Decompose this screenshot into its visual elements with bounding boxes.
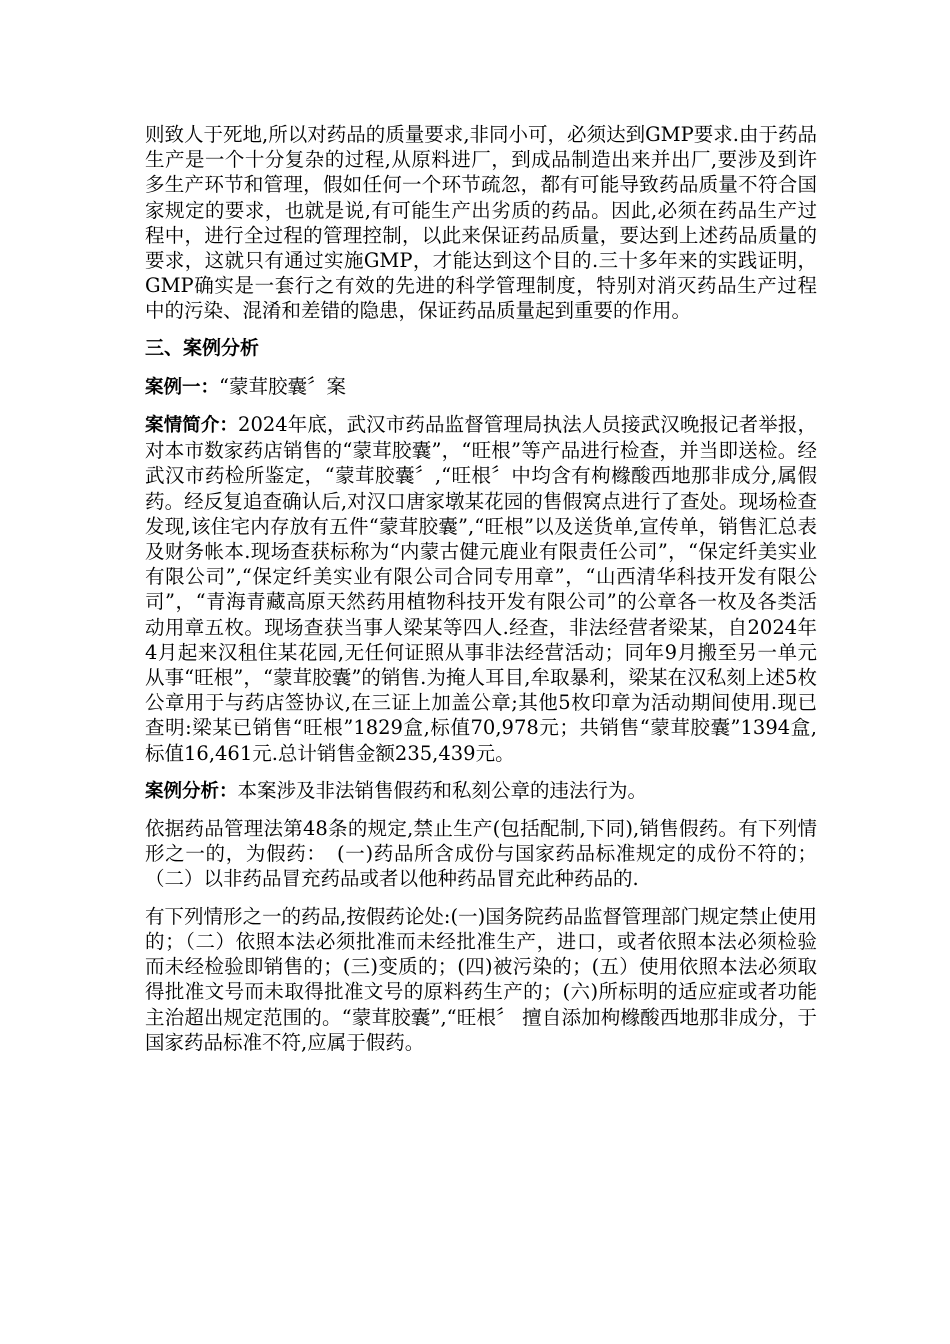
case-analysis-label: 案例分析：: [145, 780, 238, 802]
case-label: 案例一：: [145, 376, 220, 398]
document-page: [145, 122, 817, 1067]
case-summary-text: 2024年底，武汉市药品监督管理局执法人员接武汉晚报记者举报，对本市数家药店销售的“蒙茸胶囊”，“旺根”等产品进行检查，并当即送检。经武汉市药检所鉴定，“蒙茸胶囊〞,“旺根〞中均含有枸橼酸西地那非成分,属假药。经反复追查确认后,对汉口唐家墩某花园的售假窝点进行了查处。现场检查发现,该住宅内存放有五件“蒙茸胶囊”,“旺根”以及送货单,宣传单，销售汇总表及财务帐本.现场查获标称为“内蒙古健元鹿业有限责任公司”，“保定纤美实业有限公司”,“保定纤美实业有限公司合同专用章”，“山西清华科技开发有限公司”，“青海青藏高原天然药用植物科技开发有限公司”的公章各一枚及各类活动用章五枚。现场查获当事人梁某等四人.经查，非法经营者梁某，自2024年4月起来汉租住某花园,无任何证照从事非法经营活动；同年9月搬至另一单元从事“旺根”，“蒙茸胶囊”的销售.为掩人耳目,牟取暴利，梁某在汉私刻上述5枚公章用于与药店签协议,在三证上加盖公章;其他5枚印章为活动期间使用.现已查明:梁某已销售“旺根”1829盒,标值70,978元；共销售“蒙茸胶囊”1394盒,标值16,461元.总计销售金额235,439元。: [145, 413, 817, 765]
deemed-fake-paragraph: 有下列情形之一的药品,按假药论处:(一)国务院药品监督管理部门规定禁止使用的；（二）依照本法必须批准而未经批准生产，进口，或者依照本法必须检验而未经检验即销售的；(三)变质的；(四)被污染的；(五）使用依照本法必须取得批准文号而未取得批准文号的原料药生产的；(六)所标明的适应症或者功能主治超出规定范围的。“蒙茸胶囊”,“旺根〞 擅自添加枸橼酸西地那非成分，于国家药品标准不符,应属于假药。: [145, 904, 817, 1054]
section-heading: 三、案例分析: [145, 336, 260, 359]
case-summary-paragraph: [145, 412, 817, 766]
law-article-paragraph: 依据药品管理法第48条的规定,禁止生产(包括配制,下同),销售假药。有下列情形之一的，为假药： (一)药品所含成份与国家药品标准规定的成份不符的；（二）以非药品冒充药品或者以他种药品冒充此种药品的.: [145, 817, 817, 891]
intro-paragraph: 则致人于死地,所以对药品的质量要求,非同小可，必须达到GMP要求.由于药品生产是一个十分复杂的过程,从原料进厂，到成品制造出来并出厂,要涉及到许多生产环节和管理，假如任何一个环节疏忽，都有可能导致药品质量不符合国家规定的要求，也就是说,有可能生产出劣质的药品。因此,必须在药品生产过程中，进行全过程的管理控制，以此来保证药品质量，要达到上述药品质量的要求，这就只有通过实施GMP，才能达到这个目的.三十多年来的实践证明，GMP确实是一套行之有效的先进的科学管理制度，特别对消灭药品生产过程中的污染、混淆和差错的隐患，保证药品质量起到重要的作用。: [145, 123, 817, 323]
case-title-line: [145, 374, 817, 400]
case-analysis-text: 本案涉及非法销售假药和私刻公章的违法行为。: [237, 778, 648, 802]
case-title: “蒙茸胶囊〞案: [219, 374, 346, 398]
case-summary-label: 案情简介：: [145, 415, 239, 437]
case-analysis-paragraph: [145, 778, 817, 804]
